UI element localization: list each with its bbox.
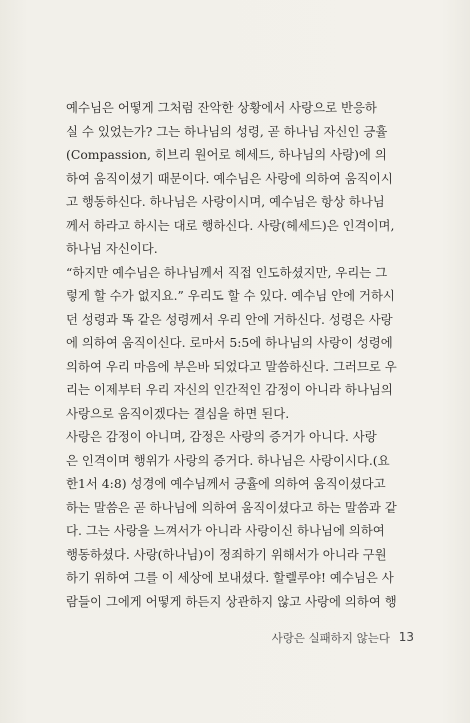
text-line: 고 행동하신다. 하나님은 사랑이시며, 예수님은 항상 하나님 [66, 194, 385, 209]
text-line: 실 수 있었는가? 그는 하나님의 성령, 곧 하나님 자신인 긍휼 [66, 123, 388, 139]
text-line: 하나님 자신이다. [66, 241, 158, 256]
text-line: 행동하셨다. 사랑(하나님)이 정죄하기 위해서가 아니라 구원 [66, 546, 387, 562]
text-line: 하기 위하여 그를 이 세상에 보내셨다. 할렐루야! 예수님은 사 [66, 570, 394, 585]
text-line: 의하여 우리 마음에 부은바 되었다고 말씀하신다. 그러므로 우 [66, 358, 397, 374]
text-line: 은 인격이며 행위가 사랑의 증거다. 하나님은 사랑이시다.(요 [66, 452, 390, 468]
paragraph-1 [66, 96, 416, 261]
running-title: 사랑은 실패하지 않는다 [271, 631, 390, 645]
body-text [66, 96, 416, 613]
text-line: 던 성령과 똑 같은 성령께서 우리 안에 거하신다. 성령은 사랑 [66, 311, 393, 327]
text-line: 다. 그는 사랑을 느껴서가 아니라 사랑이신 하나님에 의하여 [66, 523, 385, 538]
paragraph-2 [66, 261, 416, 426]
paragraph-3 [66, 425, 416, 613]
text-line: 리는 이제부터 우리 자신의 인간적인 감정이 아니라 하나님의 [66, 382, 393, 397]
text-line: 께서 하라고 하시는 대로 행하신다. 사랑(헤세드)은 인격이며, [66, 217, 395, 233]
page-footer [0, 630, 470, 650]
text-line: (Compassion, 히브리 원어로 헤세드, 하나님의 사랑)에 의 [66, 147, 387, 162]
text-line: 사랑으로 움직이겠다는 결심을 하면 된다. [66, 405, 290, 421]
text-line: “하지만 예수님은 하나님께서 직접 인도하셨지만, 우리는 그 [66, 264, 388, 280]
text-line: 렇게 할 수가 없지요.” 우리도 할 수 있다. 예수님 안에 거하시 [66, 288, 395, 303]
text-line: 사랑은 감정이 아니며, 감정은 사랑의 증거가 아니다. 사랑 [66, 429, 377, 444]
text-line: 에 의하여 움직이신다. 로마서 5:5에 하나님의 사랑이 성령에 [66, 335, 393, 350]
text-line: 한1서 4:8) 성경에 예수님께서 긍휼에 의하여 움직이셨다고 [66, 476, 386, 491]
text-line: 예수님은 어떻게 그처럼 잔악한 상황에서 사랑으로 반응하 [66, 100, 377, 115]
text-line: 람들이 그에게 어떻게 하든지 상관하지 않고 사랑에 의하여 행 [66, 593, 397, 609]
page-number: 13 [398, 630, 414, 644]
text-line: 하여 움직이셨기 때문이다. 예수님은 사랑에 의하여 움직이시 [66, 170, 393, 186]
text-line: 하는 말씀은 곧 하나님에 의하여 움직이셨다고 하는 말씀과 같 [66, 499, 397, 515]
